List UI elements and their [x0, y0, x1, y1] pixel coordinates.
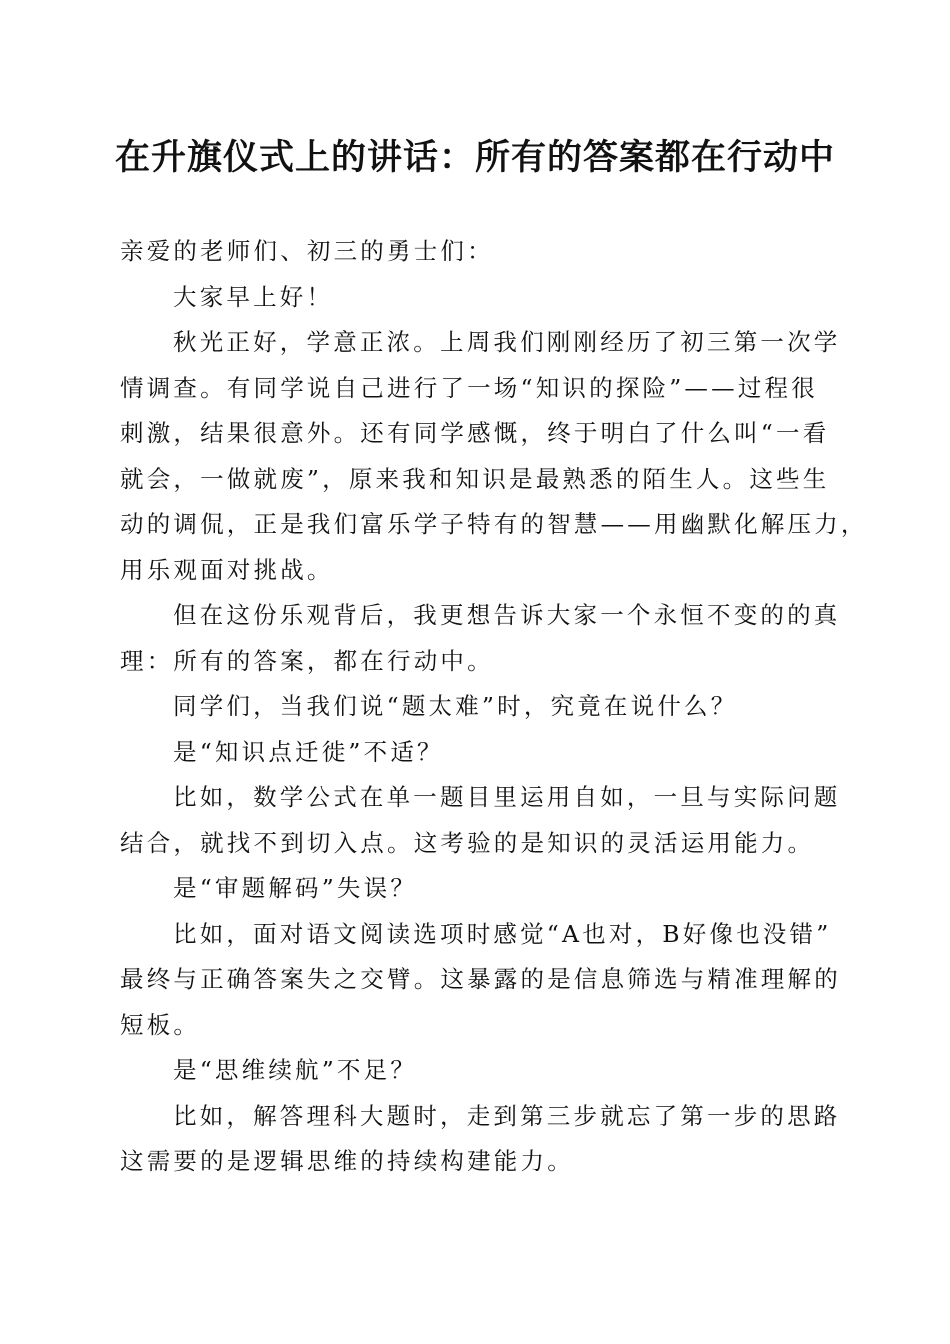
- paragraph-line: 短板。: [120, 1010, 201, 1039]
- paragraph: [120, 593, 841, 684]
- paragraph-line: 比如，数学公式在单一题目里运用自如，一旦与实际问题: [173, 783, 841, 811]
- paragraph-line: 大家早上好！: [173, 282, 334, 311]
- speech-body: [120, 229, 868, 1185]
- page-title: 在升旗仪式上的讲话：所有的答案都在行动中: [114, 137, 835, 178]
- paragraph: [120, 275, 832, 321]
- paragraph: [120, 320, 868, 593]
- paragraph-line: 是“审题解码”失误？: [173, 874, 418, 902]
- paragraph: [120, 730, 832, 776]
- paragraph-line: 是“思维续航”不足？: [173, 1056, 418, 1084]
- paragraph-line: 理：所有的答案，都在行动中。: [120, 646, 494, 675]
- paragraph: [120, 684, 832, 730]
- paragraph-line: 情调查。有同学说自己进行了一场“知识的探险”——过程很: [120, 373, 818, 402]
- paragraph-line: 是“知识点迁徙”不适？: [173, 737, 444, 766]
- paragraph-line: 但在这份乐观背后，我更想告诉大家一个永恒不变的的真: [173, 601, 841, 629]
- paragraph: [120, 866, 832, 912]
- paragraph: [120, 1048, 832, 1094]
- paragraph: [120, 912, 841, 1049]
- paragraph-line: 这需要的是逻辑思维的持续构建能力。: [120, 1147, 574, 1175]
- paragraph-line: 动的调侃，正是我们富乐学子特有的智慧——用幽默化解压力，: [120, 510, 868, 538]
- paragraph-line: 比如，解答理科大题时，走到第三步就忘了第一步的思路: [173, 1101, 841, 1130]
- paragraph-line: 用乐观面对挑战。: [120, 555, 334, 584]
- paragraph-line: 就会，一做就废”，原来我和知识是最熟悉的陌生人。这些生: [120, 464, 830, 493]
- paragraph-line: 最终与正确答案失之交臂。这暴露的是信息筛选与精准理解的: [120, 965, 841, 993]
- paragraph-line: 比如，面对语文阅读选项时感觉“A也对，B好像也没错”: [173, 919, 832, 948]
- paragraph: [120, 775, 841, 866]
- paragraph-line: 秋光正好，学意正浓。上周我们刚刚经历了初三第一次学: [173, 328, 841, 356]
- paragraph-line: 刺激，结果很意外。还有同学感慨，终于明白了什么叫“一看: [120, 419, 830, 447]
- paragraph: [120, 1094, 841, 1185]
- paragraph-line: 结合，就找不到切入点。这考验的是知识的灵活运用能力。: [120, 828, 815, 857]
- paragraph-line: 同学们，当我们说“题太难”时，究竟在说什么？: [173, 692, 738, 720]
- salutation: 亲爱的老师们、初三的勇士们：: [120, 237, 494, 265]
